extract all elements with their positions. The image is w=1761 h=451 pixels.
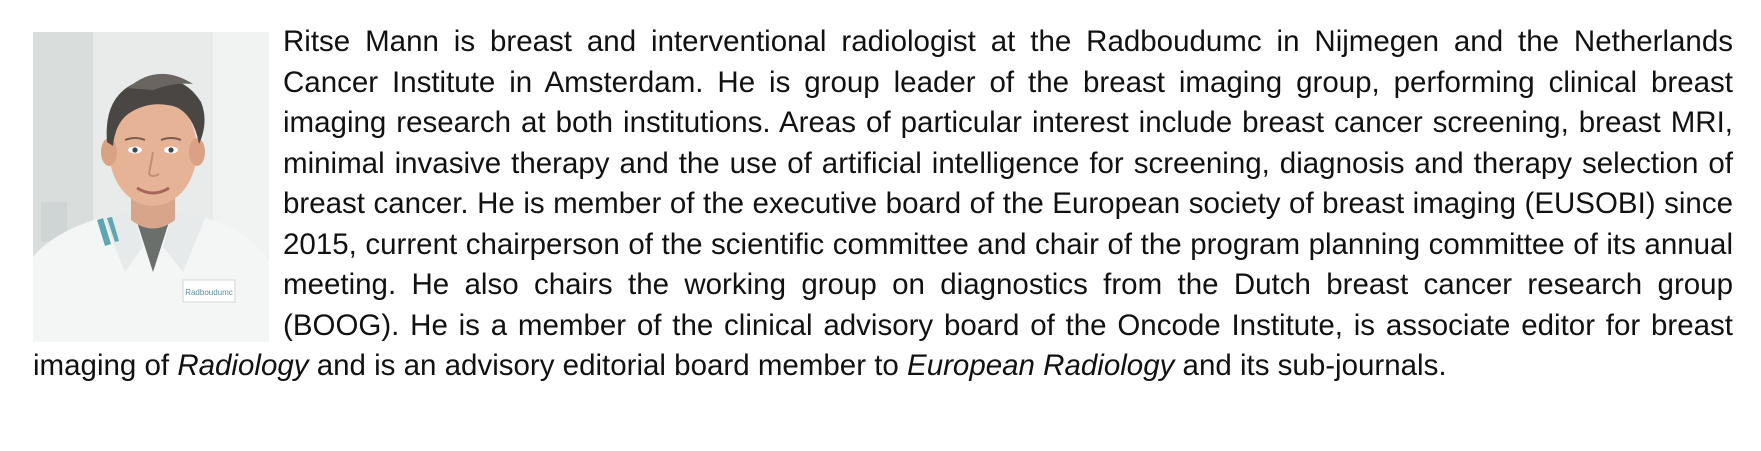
bio-text-2: and is an advisory editorial board member to <box>308 349 908 382</box>
bio-text-3: and its sub-journals. <box>1174 349 1447 382</box>
biography-paragraph <box>33 22 1733 387</box>
badge-text: Radboudumc <box>185 288 233 297</box>
portrait-illustration <box>33 32 269 342</box>
portrait-photo <box>33 32 269 342</box>
journal-radiology: Radiology <box>177 349 309 382</box>
journal-european-radiology: European Radiology <box>907 349 1175 382</box>
bio-text: Ritse Mann is breast and interventional radiologist at the Radboudumc in Nijmegen and the Netherlands Cancer Institute in Amsterdam. He is group leader of the breast imaging group, performing clinical breast imaging research at both institutions. Areas of particular interest include breast cancer screening, breast MRI, minimal invasive therapy and the use of artificial intelligence for screening, diagnosis and therapy selection of breast cancer. He is member of the executive board of the European society of breast imaging (EUSOBI) since 2015, current chairperson of the scientific committee and chair of the program planning committee of its annual meeting. He also chairs the working group on diagnostics from the Dutch breast cancer research group (BOOG). He is a member of the clinical advisory board of the Oncode Institute, is associate editor for breast imaging of <box>33 25 1733 382</box>
